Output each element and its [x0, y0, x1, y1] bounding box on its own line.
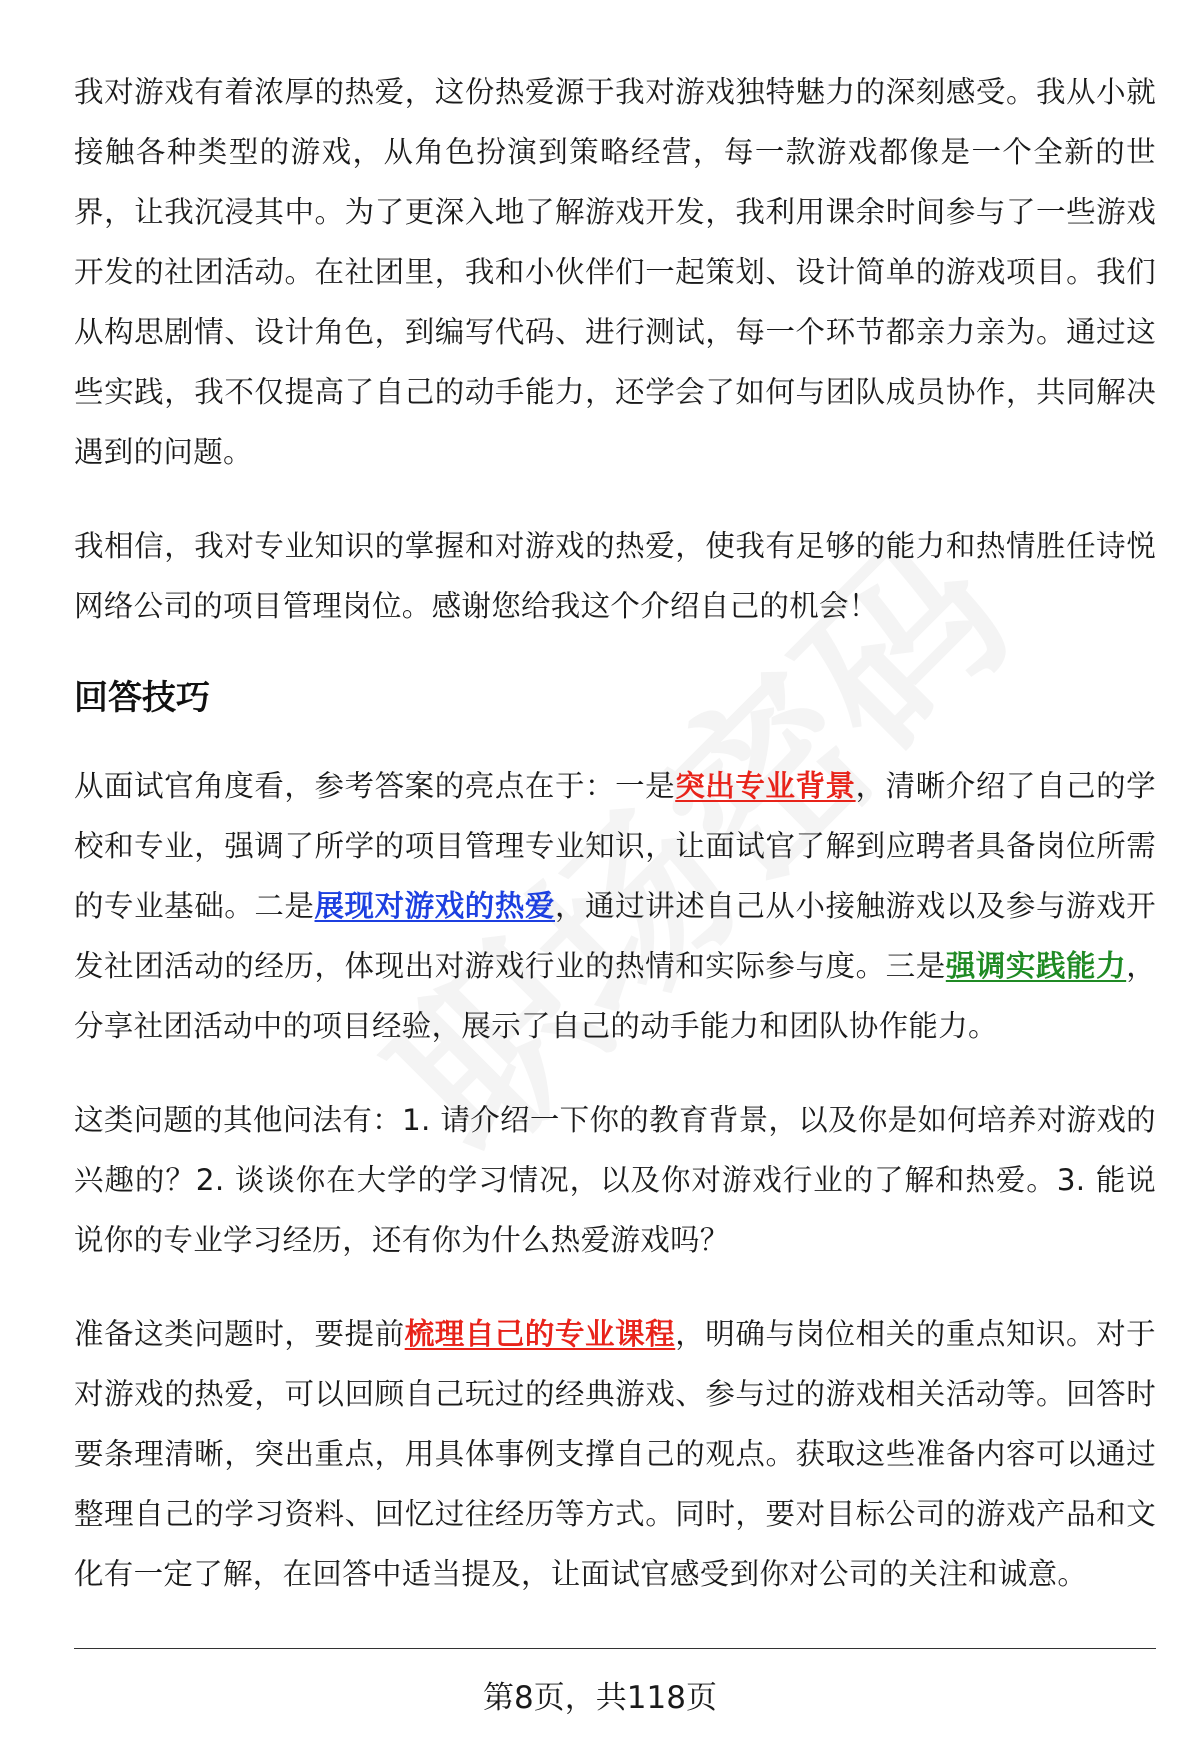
tips-p3-text-2: ，明确与岗位相关的重点知识。对于对游戏的热爱，可以回顾自己玩过的经典游戏、参与过的游戏相关活动等。回答时要条理清晰，突出重点，用具体事例支撑自己的观点。获取这些准备内容可以通过整理自己的学习资料、回忆过往经历等方式。同时，要对目标公司的游戏产品和文化有一定了解，在回答中适当提及，让面试官感受到你对公司的关注和诚意。: [74, 1317, 1156, 1591]
page-number: 第8页，共118页: [483, 1680, 717, 1716]
tips-p1-text-4: ，分享社团活动中的项目经验，展示了自己的动手能力和团队协作能力。: [74, 949, 1156, 1043]
intro-paragraph-2: 我相信，我对专业知识的掌握和对游戏的热爱，使我有足够的能力和热情胜任诗悦网络公司的项目管理岗位。感谢您给我这个介绍自己的机会！: [74, 529, 1156, 623]
intro-paragraph-1: 我对游戏有着浓厚的热爱，这份热爱源于我对游戏独特魅力的深刻感受。我从小就接触各种类型的游戏，从角色扮演到策略经营，每一款游戏都像是一个全新的世界，让我沉浸其中。为了更深入地了解游戏开发，我利用课余时间参与了一些游戏开发的社团活动。在社团里，我和小伙伴们一起策划、设计简单的游戏项目。我们从构思剧情、设计角色，到编写代码、进行测试，每一个环节都亲力亲为。通过这些实践，我不仅提高了自己的动手能力，还学会了如何与团队成员协作，共同解决遇到的问题。: [74, 75, 1156, 469]
highlight-game-passion: 展现对游戏的热爱: [314, 889, 555, 923]
tips-p1-text-2: ，清晰介绍了自己的学校和专业，强调了所学的项目管理专业知识，让面试官了解到应聘者具备岗位所需的专业基础。二是: [74, 769, 1156, 923]
highlight-practical-ability: 强调实践能力: [945, 949, 1127, 983]
section-heading-tips: 回答技巧: [74, 678, 210, 718]
highlight-professional-background: 突出专业背景: [675, 769, 856, 803]
footer-divider: [74, 1648, 1156, 1649]
tips-p1-text-1: 从面试官角度看，参考答案的亮点在于：一是: [74, 769, 676, 803]
tips-paragraph-1: [74, 756, 1156, 1056]
tips-p3-text-1: 准备这类问题时，要提前: [74, 1317, 405, 1351]
tips-paragraph-2: 这类问题的其他问法有：1. 请介绍一下你的教育背景，以及你是如何培养对游戏的兴趣的？2. 谈谈你在大学的学习情况，以及你对游戏行业的了解和热爱。3. 能说说你的专业学习经历，还有你为什么热爱游戏吗？: [74, 1103, 1156, 1257]
highlight-review-courses: 梳理自己的专业课程: [404, 1317, 676, 1351]
tips-p1-text-3: ，通过讲述自己从小接触游戏以及参与游戏开发社团活动的经历，体现出对游戏行业的热情和实际参与度。三是: [74, 889, 1156, 983]
tips-paragraph-3: [74, 1304, 1156, 1604]
document-body: [74, 62, 1156, 1604]
